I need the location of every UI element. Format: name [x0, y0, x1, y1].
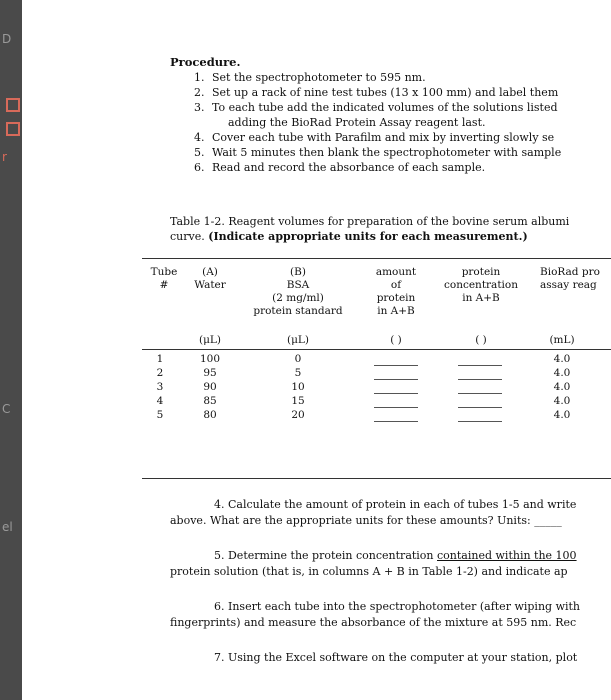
unit-biorad: (mL): [549, 334, 575, 346]
procedure-section: [170, 55, 611, 175]
question-5: 5. Determine the protein concentration contained within the 100 protein solution (that is, in columns A + B in Table 1-2) and indicate ap: [170, 549, 577, 578]
unit-concentration: ( ): [475, 334, 487, 346]
sidebar-mark: C: [2, 402, 11, 416]
sidebar-icon: [6, 122, 20, 136]
sidebar-mark: D: [2, 32, 12, 46]
unit-water: (μL): [199, 334, 221, 346]
unit-amount: ( ): [390, 334, 402, 346]
sidebar-mark: el: [2, 520, 13, 534]
header-water: (A) Water: [194, 266, 226, 291]
document-page: Procedure. 1. Set the spectrophotometer to 595 nm. 2. Set up a rack of nine test tubes (13 x 100 mm) and label them 3. To each tube add the indicated volumes of the solutions listed adding the BioRad Protein Assay reagent last. 4. Cover each tube with Parafilm and mix by inverting slowly se 5. Wait 5 minutes then blank the spectrophotometer with sample 6. Read and record the absorbance of each sample. Table 1-2. Reagent volumes for preparation of the bovine serum albumi curve. (Indicate appropriate units for each measurement.) Tube # (A) Water (B) BSA (2 mg/ml) protein standard amount of protein in A+B protein concentration in A+B BioRad pro assay reag (μL) (μL) ( ) ( ) (mL) 1 100 0 4.0 2 95 5 4.0 3 90 10 4.0 4 85 15 4.0 5 80 20 4.0 4. Calculate the amount of protein in each of tubes 1-5 and write above. What are the appropriate units for these amounts? Units: _____ 5. Determine the protein concentration contained within the 100 protein solution (that is, in columns A + B in Table 1-2) and indicate ap 6. Insert each tube into the spectrophotometer (after wiping with fingerprints) and measure the absorbance of the mixture at 595 nm. Rec 7. Using the Excel software on the computer at your station, plot: [22, 0, 611, 700]
sidebar-mark: r: [2, 150, 7, 164]
procedure-step: 5. Wait 5 minutes then blank the spectrophotometer with sample: [194, 146, 562, 159]
procedure-step: 1. Set the spectrophotometer to 595 nm.: [194, 71, 426, 84]
procedure-steps: [170, 70, 611, 175]
procedure-title: Procedure.: [170, 55, 241, 69]
question-6: 6. Insert each tube into the spectrophotometer (after wiping with fingerprints) and measure the absorbance of the mixture at 595 nm. Rec: [170, 600, 581, 629]
table-caption: Table 1-2. Reagent volumes for preparation of the bovine serum albumi curve. (Indicate appropriate units for each measurement.): [170, 215, 570, 243]
unit-bsa: (μL): [287, 334, 309, 346]
procedure-step: 6. Read and record the absorbance of each sample.: [194, 161, 486, 174]
header-bsa: (B) BSA (2 mg/ml) protein standard: [253, 266, 343, 317]
header-amount: amount of protein in A+B: [375, 266, 417, 317]
question-4: 4. Calculate the amount of protein in each of tubes 1-5 and write above. What are the appropriate units for these amounts? Units: _____: [170, 498, 577, 527]
procedure-step: 3. To each tube add the indicated volumes of the solutions listed adding the BioRad Protein Assay reagent last.: [194, 101, 558, 129]
left-sidebar: [0, 0, 22, 700]
question-7: 7. Using the Excel software on the computer at your station, plot: [214, 651, 578, 664]
table-top-rule: [142, 258, 611, 259]
header-tube: Tube #: [150, 266, 178, 291]
procedure-step: 4. Cover each tube with Parafilm and mix by inverting slowly se: [194, 131, 555, 144]
table-bottom-rule: [142, 478, 611, 479]
sidebar-icon: [6, 98, 20, 112]
header-biorad: BioRad pro assay reag: [540, 266, 600, 291]
procedure-step: 2. Set up a rack of nine test tubes (13 x 100 mm) and label them: [194, 86, 559, 99]
header-concentration: protein concentration in A+B: [444, 266, 518, 304]
table-header-rule: [142, 349, 611, 350]
